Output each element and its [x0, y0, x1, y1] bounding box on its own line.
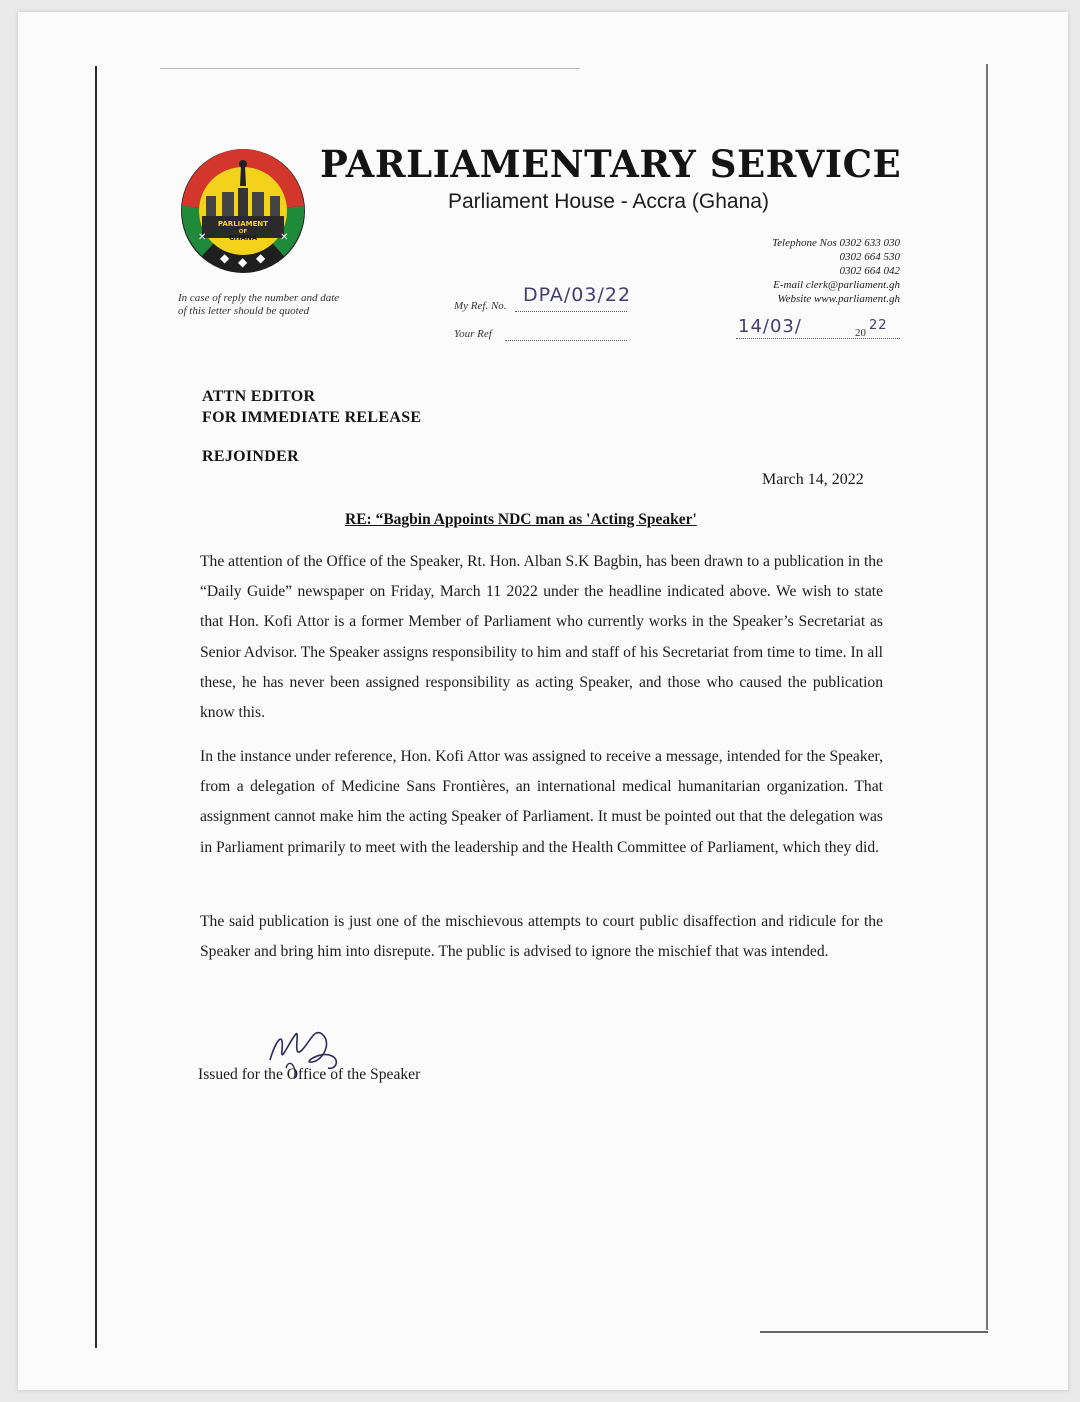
svg-text:✕: ✕ [280, 232, 289, 243]
svg-text:PARLIAMENT: PARLIAMENT [217, 220, 269, 228]
email-row [700, 278, 900, 292]
your-ref-label: Your Ref [454, 328, 492, 340]
year-handwritten: 22 [869, 318, 888, 333]
svg-text:✕: ✕ [198, 232, 207, 243]
phone-2: 0302 664 530 [839, 251, 900, 263]
organization-name: PARLIAMENTARY SERVICE [320, 142, 902, 186]
handwritten-date: 14/03/ [738, 316, 802, 337]
paragraph-3: The said publication is just one of the mischievous attempts to court public disaffection and ridicule for the Speaker and bring him into disrepute. The public is advised to ignore the mischief that was intended. [200, 913, 883, 961]
attn-line: ATTN EDITOR [202, 388, 316, 405]
page-edge-top [160, 68, 580, 69]
my-ref-line [515, 310, 627, 312]
organization-address: Parliament House - Accra (Ghana) [448, 190, 769, 213]
letter-subject: RE: “Bagbin Appoints NDC man as 'Acting Speaker' [345, 511, 697, 528]
svg-text:OF: OF [238, 229, 248, 235]
date-line [736, 337, 900, 339]
release-line: FOR IMMEDIATE RELEASE [202, 409, 422, 426]
phone-3: 0302 664 042 [839, 265, 900, 277]
my-ref-value: DPA/03/22 [523, 284, 632, 306]
signoff-line: Issued for the Office of the Speaker [198, 1066, 421, 1083]
svg-text:◆: ◆ [238, 255, 248, 269]
letter-date: March 14, 2022 [762, 471, 864, 488]
website-row [700, 292, 900, 306]
telephone-row [700, 236, 900, 250]
parliament-crest-icon [180, 148, 306, 274]
paragraph-2: In the instance under reference, Hon. Kofi Attor was assigned to receive a message, intended for the Speaker, from a delegation of Medicine Sans Frontières, an international medical humanitarian organization. That assignment cannot make him the acting Speaker of Parliament. It must be pointed out that the delegation was in Parliament primarily to meet with the leadership and the Health Committee of Parliament, which they did. [200, 748, 883, 856]
website-label: Website [777, 293, 812, 305]
page-edge-left [95, 66, 97, 1348]
svg-text:◆: ◆ [220, 251, 230, 265]
my-ref-label: My Ref. No. [454, 300, 507, 312]
rejoinder-heading: REJOINDER [202, 448, 299, 465]
page-edge-bottom [760, 1331, 988, 1333]
reply-note: In case of reply the number and date of this letter should be quoted [178, 292, 340, 317]
telephone-label: Telephone Nos [772, 237, 837, 249]
svg-text:GHANA: GHANA [228, 234, 258, 242]
contact-block [700, 236, 900, 306]
svg-text:◆: ◆ [256, 251, 266, 265]
email-address: clerk@parliament.gh [805, 279, 900, 291]
year-prefix: 20 [855, 327, 866, 339]
page-edge-right [986, 64, 988, 1330]
phone-1: 0302 633 030 [839, 237, 900, 249]
your-ref-line [505, 339, 627, 341]
paragraph-1: The attention of the Office of the Speaker, Rt. Hon. Alban S.K Bagbin, has been drawn to a publication in the “Daily Guide” newspaper on Friday, March 11 2022 under the headline indicated above. We wish to state that Hon. Kofi Attor is a former Member of Parliament who currently works in the Speaker’s Secretariat as Senior Advisor. The Speaker assigns responsibility to him and staff of his Secretariat from time to time. In all these, he has never been assigned responsibility as acting Speaker, and those who caused the publication know this. [200, 553, 883, 722]
website-address: www.parliament.gh [814, 293, 900, 305]
email-label: E-mail [773, 279, 804, 291]
